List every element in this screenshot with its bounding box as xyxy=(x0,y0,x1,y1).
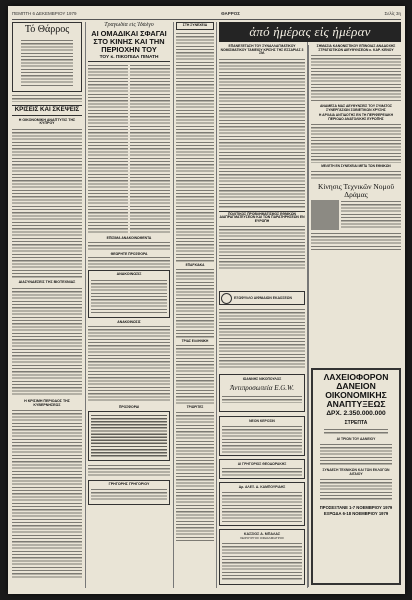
lottery-dates: ΕΞΡΩΔΑ 6-18 ΝΟΕΜΒΡΙΟΥ 1979 xyxy=(323,510,389,516)
article-heading: Η ΟΙΚΟΝΟΜΙΚΗ ΑΝΑΠΤΥΞΙΣ ΤΗΣ ΚΥΠΡΟΥ xyxy=(18,117,76,126)
daily-banner: ἀπό ἡμέρας εἰς ἡμέραν xyxy=(219,22,401,42)
article-text xyxy=(12,287,82,397)
crisis-heading: ΚΡΙΣΕΙΣ ΚΑΙ ΣΚΕΨΕΙΣ xyxy=(12,105,82,116)
notice-heading: ΑΝΑΚΟΙΝΩΣΙΣ xyxy=(116,272,142,277)
notice-text xyxy=(88,241,170,251)
notice-text xyxy=(88,464,170,478)
photo-row xyxy=(311,200,401,230)
lottery-amount: ΔΡΧ. 2.350.000.000 xyxy=(326,410,386,418)
main-subhead: ΤΟΥ κ. ΠΙΚΟΠΙΔΑ ΠΙΝΑΤΗ xyxy=(88,55,170,62)
emblem-icon xyxy=(221,293,232,304)
page-header xyxy=(12,9,401,18)
advert-box xyxy=(219,529,305,585)
notice-text xyxy=(91,279,167,315)
column-subhead: ΕΠΑΡΧΙΑΚΑ xyxy=(185,262,205,267)
column-3 xyxy=(176,22,214,590)
announcement-box xyxy=(219,291,305,305)
column-rule xyxy=(173,22,174,588)
advert-top: ΑΙ ΓΡΗΓΟΡΙΟΣ ΘΕΟΔΩΡΑΚΗΣ xyxy=(237,462,287,466)
article-text xyxy=(12,128,82,278)
header-title: ΘΑΡΡΟΣ xyxy=(221,11,240,16)
notice-heading: ΠΡΟΣΦΟΡΑΙ xyxy=(118,404,140,409)
lottery-text xyxy=(320,478,392,500)
masthead-text xyxy=(21,39,73,87)
article-heading: ΣΗΜΑΣΙΑ ΚΑΝΟΝΙΣΤΙΚΟΥ ΕΠΙΝΟΙΑΣ ΑΝΑΔΟΧΗΣ ΣΤΡΑΤΙΩΤΙΚΩΝ ΔΙΕΥΘΥΝΣΕΩΝ κ. ΚΑΡ. ΚΕΝΟΥ xyxy=(316,44,396,52)
lottery-line: ΛΑΧΕΙΟΦΟΡΟΝ xyxy=(323,372,389,382)
notice-heading: ΘΕΩΡΗΤΕ ΠΡΟΣΦΟΡΑ xyxy=(110,251,148,256)
article-kicker: Τραγωδία εἰς Ἰδάλγο xyxy=(104,22,154,28)
column-rule xyxy=(308,45,309,587)
column-1 xyxy=(12,22,82,590)
advert-text xyxy=(222,542,302,580)
lottery-b1: ΣΥΝΔΕΣΗ ΤΕΧΝΙΚΩΝ ΚΑΙ ΤΩΝ ΕΚΛΟΓΩΝ ΑΙΓΑΙΟΥ xyxy=(322,468,390,477)
column-subhead: ΤΡΙΑΣ ΕΛΛΗΝΙΚΗ xyxy=(181,338,209,343)
column-text xyxy=(176,268,214,338)
article-heading: ΠΟΛΙΤΙΚΟΣ ΠΡΟΒΛΗΜΑΤΙΣΜΟΣ ΕΘΝΙΚΩΝ ΔΙΑΠΡΑΓΜΑΤΕΥΣΕΩΝ ΚΑΙ ΤΩΝ ΠΑΡΑΤΗΡΗΣΕΩΝ ΕΝ ΕΥΡΩΠΗ xyxy=(219,211,305,223)
advert-text xyxy=(91,488,167,502)
advert-egw xyxy=(219,374,305,412)
article-heading: ΑΝΑΜΕΣΑ ΜΑΣ ΔΕΥΘΥΝΣΕΙΣ ΤΟΥ ΣΥΜΑΤΟΣ ΣΥΝΕΡΓΑΣΙΩΝ ΣΟΒΙΕΤΙΚΩΝ ΧΡΥΣΗΣ xyxy=(319,104,392,112)
column-5 xyxy=(311,45,401,252)
column-rule xyxy=(85,22,86,588)
advert-text xyxy=(222,467,302,476)
article-heading: ΕΠΑΝΕΞΕΤΑΣΗ ΤΟΥ ΣΥΝΑΛΛΑΓΜΑΤΙΚΟΥ ΝΟΜΙΣΜΑΤΙΚΟΥ ΤΑΜΕΙΟΥ ΚΡΙΣΗΣ ΤΗΣ ΕΣΣΑΡΙΑΣ 3 ΣΜ. xyxy=(220,44,304,56)
article-heading: Η ΑΡΧΑΙΑ ΑΝΤΙΔΟΤΗΣ ΕΝ ΤΗ ΠΕΡΙΦΕΡΕΙΑΚΗ ΠΕΡΙΟΔΟ ΑΝΑΤΟΛΙΚΗΣ ΕΥΡΩΠΗΣ xyxy=(318,113,394,121)
photo-headline: Κίνησις Τεχνικῶν Νομοῦ Δράμας xyxy=(317,181,395,199)
header-date: ΠΕΜΠΤΗ 6 ΔΕΚΕΜΒΡΙΟΥ 1979 xyxy=(12,11,77,16)
advert-box xyxy=(219,459,305,479)
advert-title: ΓΡΗΓΟΡΗΣ ΓΡΗΓΟΡΙΟΥ xyxy=(108,482,150,487)
article-text xyxy=(311,54,401,102)
advert-top: ΙΩΑΝΝΗΣ ΝΙΚΟΠΟΥΛΟΣ xyxy=(242,377,282,381)
lottery-loan-advert xyxy=(311,368,401,585)
two-column-text xyxy=(88,64,170,234)
text-block xyxy=(12,94,82,102)
column-4 xyxy=(219,45,305,269)
article-heading: ΜΕΛΕΤΗ ΕΝ ΣΥΝΕΧΕΙΑΙ ΜΕΤΑ ΤΩΝ ΕΘΝΙΚΩΝ xyxy=(321,164,391,169)
notice-text xyxy=(88,256,170,268)
notice-text xyxy=(88,325,170,403)
article-text xyxy=(130,64,170,234)
advert-text xyxy=(222,425,302,453)
section-label: ΣΤΗ ΣΥΝΕΧΕΙΑ xyxy=(176,22,214,30)
masthead-title: Τό Θάρρος xyxy=(24,24,70,35)
main-headline: ΑΙ ΟΜΑΔΙΚΑΙ ΣΦΑΓΑΙ ΣΤΟ ΚΙΝΗΣ ΚΑΙ ΤΗΝ ΠΕΡΙΟΧΗΝ ΤΟΥ xyxy=(91,29,167,54)
notice-heading: ΑΝΑΚΟΙΝΩΣΙΣ xyxy=(117,320,141,325)
column-text xyxy=(176,32,214,262)
masthead-box xyxy=(12,22,82,92)
columns-body xyxy=(219,45,401,587)
lottery-note: ΑΙ ΤΡΙΩΝ ΤΟΥ ΔΑΝΕΙΟΥ xyxy=(336,437,376,442)
notice-heading: ΕΠΙΣΙΜΑ ΑΝΑΚΟΙΝΩΘΕΝΤΑ xyxy=(106,236,152,241)
column-text xyxy=(176,344,214,404)
advert-sub: ΧΕΙΡΟΥΡΓΟΣ ΟΦΘΑΛΜΙΑΤΡΟΣ xyxy=(240,536,284,540)
advert-text xyxy=(222,491,302,523)
header-page: Σελίς 3η xyxy=(384,11,401,16)
article-heading: ΔΙΑΣΥΝΔΕΣΕΙΣ ΤΗΣ ΒΙΟΤΕΧΝΙΑΣ xyxy=(18,280,76,285)
lottery-text xyxy=(324,428,388,434)
lottery-dates: ΠΡΟΣΕΞΤΑΝΕ 1-7 ΝΟΕΜΒΡΙΟΥ 1979 xyxy=(319,505,393,511)
header-rule xyxy=(12,19,401,20)
column-rule xyxy=(216,22,217,588)
column-2 xyxy=(88,22,170,590)
column-subhead: ΤΡΙΩΡΙΤΕΣ xyxy=(186,405,204,410)
advert-top: ΝΕΟΝ ΚΕΡΟΣΙΝ xyxy=(249,419,275,423)
announcement-title: ΕΞΩΦΥΛΛΟ ΑΙΦΝΙΔΙΩΝ ΕΚΔΟΣΕΩΝ xyxy=(234,296,292,300)
lottery-text xyxy=(320,443,392,465)
advert-top: ΚΑΣΣΙΟΣ Α. ΜΠΑΛΑΣ xyxy=(243,532,281,536)
news-photo xyxy=(311,200,339,230)
column-text xyxy=(176,411,214,541)
tender-box xyxy=(88,411,170,461)
advert-top: Δρ. ΑΛΕΞ. Δ. ΚΑΜΠΟΥΡΙΔΗΣ xyxy=(238,485,286,489)
column-4-5 xyxy=(219,22,401,590)
article-text xyxy=(311,232,401,252)
article-text xyxy=(88,64,128,234)
article-text xyxy=(341,200,401,230)
lottery-line: ΑΝΑΠΤΥΞΕΩΣ xyxy=(326,399,386,410)
article-text xyxy=(219,58,305,208)
advert-box xyxy=(88,480,170,505)
article-text xyxy=(311,170,401,180)
article-text xyxy=(219,225,305,269)
notice-box xyxy=(88,270,170,318)
lottery-line: ΔΑΝΕΙΟΝ xyxy=(336,381,376,392)
newspaper-page xyxy=(8,6,405,594)
lottery-line: ΟΙΚΟΝΟΜΙΚΗΣ xyxy=(325,390,387,401)
advert-text xyxy=(222,395,302,403)
article-heading: Η ΚΡΙΣΙΜΗ ΠΕΡΙΟΔΟΣ ΤΗΣ ΚΥΒΕΡΝΗΣΕΩΣ xyxy=(24,398,70,407)
lottery-sub: ΣΤΡΕΠΤΑ xyxy=(344,419,368,426)
article-text xyxy=(12,409,82,579)
advert-main: Ἀντιπροσωπεία Ε.G.W. xyxy=(230,384,294,392)
advert-box xyxy=(219,416,305,456)
advert-box xyxy=(219,482,305,526)
tender-text xyxy=(91,414,167,458)
article-text xyxy=(311,123,401,163)
article-text xyxy=(219,308,305,370)
